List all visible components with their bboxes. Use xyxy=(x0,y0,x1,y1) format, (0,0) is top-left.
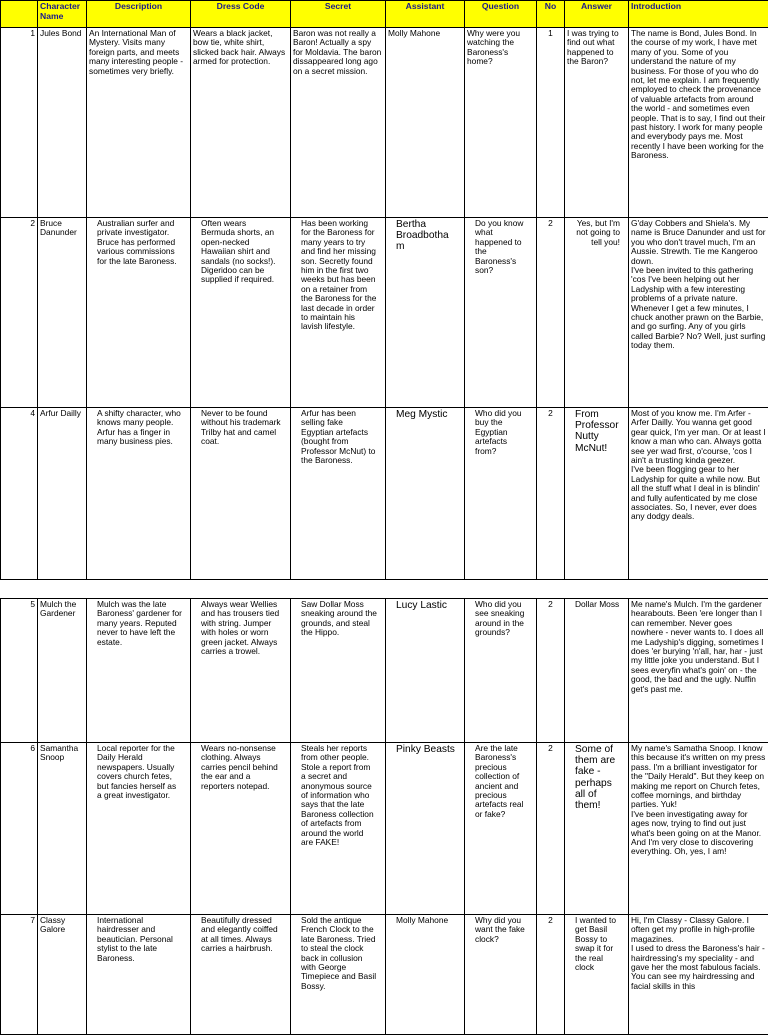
character-introduction: G'day Cobbers and Shiela's. My name is Bruce Danunder and ust for you who don't travel much, I'm an Aussie. Strewth. Tie me Kangeroo down. I've been invited to this gathering 'cos I've been helping out her Ladyship with a few interesting problems of a private nature. Whenever I get a few minutes, I chuck another prawn on the Barbie, and go surfing. Any of you girls called Barbie? No? Well, just surfing today them. xyxy=(629,218,768,408)
character-introduction: My name's Samatha Snoop. I know this because it's written on my press pass. I'm a brilliant investigator for the "Daily Herald". But they keep on making me report on Church fetes, coffee mornings, and birthday parties. Yuk! I've been investigating away for ages now, trying to find out just what's been going on at the Manor. And I'm very close to discovering everything. Oh, yes, I am! xyxy=(629,743,768,915)
header-row xyxy=(1,1,768,28)
character-description: An International Man of Mystery. Visits many foreign parts, and meets many interesting people - sometimes very briefly. xyxy=(87,28,191,218)
header-secret: Secret xyxy=(291,1,386,28)
row-index: 6 xyxy=(1,743,38,915)
header-description: Description xyxy=(87,1,191,28)
character-dress-code: Never to be found without his trademark Trilby hat and camel coat. xyxy=(191,408,291,580)
character-name: Bruce Danunder xyxy=(38,218,87,408)
character-question: Who did you buy the Egyptian artefacts from? xyxy=(465,408,537,580)
header-blank xyxy=(1,1,38,28)
character-name: Arfur Dailly xyxy=(38,408,87,580)
header-dress-code: Dress Code xyxy=(191,1,291,28)
character-name: Jules Bond xyxy=(38,28,87,218)
character-question: Are the late Baroness's precious collection of ancient and precious artefacts real or fake? xyxy=(465,743,537,915)
character-secret: Sold the antique French Clock to the late Baroness. Tried to steal the clock back in collusion with George Timepiece and Basil Bossy. xyxy=(291,915,386,1035)
character-secret: Saw Dollar Moss sneaking around the grounds, and steal the Hippo. xyxy=(291,599,386,743)
character-assistant: Meg Mystic xyxy=(386,408,465,580)
character-assistant: Bertha Broadbotham xyxy=(386,218,465,408)
header-introduction: Introduction xyxy=(629,1,768,28)
row-index: 4 xyxy=(1,408,38,580)
character-secret: Has been working for the Baroness for many years to try and find her missing son. Secretly found him in the first two weeks but has been on a retainer from the Baroness for the last decade in order to maintain his lavish lifestyle. xyxy=(291,218,386,408)
row-index: 7 xyxy=(1,915,38,1035)
character-description: Australian surfer and private investigator. Bruce has performed various commissions for the late Baroness. xyxy=(87,218,191,408)
character-answer: From Professor Nutty McNut! xyxy=(565,408,629,580)
character-no: 2 xyxy=(537,599,565,743)
character-assistant: Molly Mahone xyxy=(386,915,465,1035)
row-index: 5 xyxy=(1,599,38,743)
character-introduction: Hi, I'm Classy - Classy Galore. I often get my profile in high-profile magazines. I used to dress the Baroness's hair - hairdressing's my speciality - and gave her the most fabulous facials. You can see my hairdressing and facial skills in this xyxy=(629,915,768,1035)
character-no: 2 xyxy=(537,743,565,915)
row-index: 1 xyxy=(1,28,38,218)
character-answer: I was trying to find out what happened to the Baron? xyxy=(565,28,629,218)
character-no: 2 xyxy=(537,408,565,580)
character-answer: Dollar Moss xyxy=(565,599,629,743)
character-description: Mulch was the late Baroness' gardener for many years. Reputed never to have left the estate. xyxy=(87,599,191,743)
character-secret: Arfur has been selling fake Egyptian artefacts (bought from Professor McNut) to the Baroness. xyxy=(291,408,386,580)
character-name: Samantha Snoop xyxy=(38,743,87,915)
page-break xyxy=(1,580,768,599)
character-secret: Steals her reports from other people. Stole a report from a secret and anonymous source of information who says that the late Baroness collection of artefacts from around the world are FAKE! xyxy=(291,743,386,915)
table-row xyxy=(1,408,768,580)
character-introduction: Most of you know me. I'm Arfer - Arfer Dailly. You wanna get good gear quick, I'm yer man. Or at least I know a man who can. Always gotta see yer wad first, o'course, 'cos I ain't a trusting kinda geezer. I've been flogging gear to her Ladyship for quite a while now. But all the stuff what I deal in is blindin' and fully aufenticated by me close associates. So, I never, ever does any dodgy deals. xyxy=(629,408,768,580)
character-secret: Baron was not really a Baron! Actually a spy for Moldavia. The baron dissappeared long ago on a secret mission. xyxy=(291,28,386,218)
page-break-cell xyxy=(1,580,768,599)
character-answer: Yes, but I'm not going to tell you! xyxy=(565,218,629,408)
header-no: No xyxy=(537,1,565,28)
table-row xyxy=(1,743,768,915)
character-dress-code: Often wears Bermuda shorts, an open-necked Hawaiian shirt and sandals (no socks!). Digeridoo can be supplied if required. xyxy=(191,218,291,408)
character-name: Classy Galore xyxy=(38,915,87,1035)
table-row xyxy=(1,218,768,408)
character-question: Who did you see sneaking around in the grounds? xyxy=(465,599,537,743)
character-description: A shifty character, who knows many people. Arfur has a finger in many business pies. xyxy=(87,408,191,580)
character-introduction: Me name's Mulch. I'm the gardener hearabouts. Been 'ere longer than I can remember. Never goes nowhere - never wants to. I does all me Ladyship's digging, sometimes I does 'er burying 'n'all, har, har - just my little joke you understand. But I sees everyfin what's goin' on - the good, the bad and the ugly. Nuffin get's past me. xyxy=(629,599,768,743)
table-row xyxy=(1,915,768,1035)
character-no: 2 xyxy=(537,218,565,408)
character-question: Do you know what happened to the Baroness's son? xyxy=(465,218,537,408)
character-dress-code: Always wear Wellies and has trousers tied with string. Jumper with holes or worn green jacket. Always carries a trowel. xyxy=(191,599,291,743)
character-description: Local reporter for the Daily Herald newspapers. Usually covers church fetes, but fancies herself as a great investigator. xyxy=(87,743,191,915)
character-no: 1 xyxy=(537,28,565,218)
character-introduction: The name is Bond, Jules Bond. In the course of my work, I have met many of you. Some of you understand the nature of my business. For those of you who do not, let me explain. I am frequently employed to check the provenance of valuable artefacts from around the world - and sometimes even people. That is to say, I find out their past history. I work for many people and everybody pays me. Most recently I have been working for the Baroness. xyxy=(629,28,768,218)
header-question: Question xyxy=(465,1,537,28)
row-index: 2 xyxy=(1,218,38,408)
character-assistant: Lucy Lastic xyxy=(386,599,465,743)
character-dress-code: Wears a black jacket, bow tie, white shirt, slicked back hair. Always armed for protection. xyxy=(191,28,291,218)
header-assistant: Assistant xyxy=(386,1,465,28)
table-row xyxy=(1,599,768,743)
header-character-name: Character Name xyxy=(38,1,87,28)
character-question: Why did you want the fake clock? xyxy=(465,915,537,1035)
character-dress-code: Beautifully dressed and elegantly coiffed at all times. Always carries a hairbrush. xyxy=(191,915,291,1035)
character-assistant: Molly Mahone xyxy=(386,28,465,218)
header-answer: Answer xyxy=(565,1,629,28)
character-name: Mulch the Gardener xyxy=(38,599,87,743)
character-answer: Some of them are fake - perhaps all of them! xyxy=(565,743,629,915)
character-dress-code: Wears no-nonsense clothing. Always carries pencil behind the ear and a reporters notepad. xyxy=(191,743,291,915)
character-description: International hairdresser and beautician. Personal stylist to the late Baroness. xyxy=(87,915,191,1035)
character-no: 2 xyxy=(537,915,565,1035)
character-question: Why were you watching the Baroness's home? xyxy=(465,28,537,218)
table-row xyxy=(1,28,768,218)
character-answer: I wanted to get Basil Bossy to swap it for the real clock xyxy=(565,915,629,1035)
character-assistant: Pinky Beasts xyxy=(386,743,465,915)
